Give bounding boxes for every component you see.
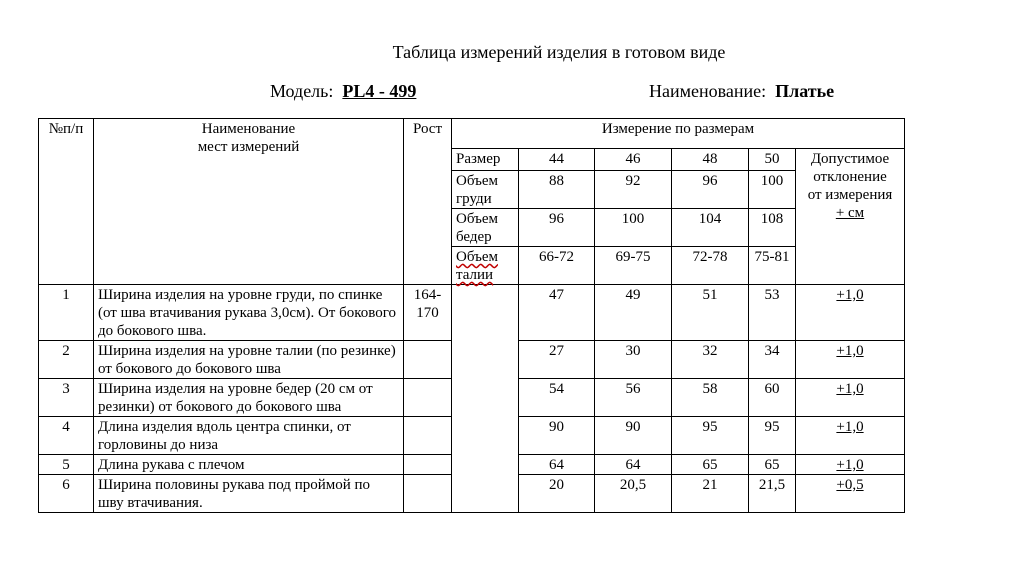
hips-44: 96: [519, 209, 595, 247]
size-50: 50: [749, 149, 796, 171]
row-3-v50: 60: [749, 379, 796, 417]
model-line: [270, 81, 416, 102]
chest-44: 88: [519, 171, 595, 209]
row-3-v44: 54: [519, 379, 595, 417]
model-code: PL4 - 499: [342, 81, 417, 101]
header-sizes: Измерение по размерам: [452, 119, 905, 149]
row-4-v50: 95: [749, 417, 796, 455]
row-5-v46: 64: [595, 455, 672, 475]
row-5-num: 5: [39, 455, 94, 475]
row-3-v46: 56: [595, 379, 672, 417]
row-3-height: [404, 379, 452, 417]
row-2-tolerance: +1,0: [796, 341, 905, 379]
row-2-v46: 30: [595, 341, 672, 379]
row-2-v48: 32: [672, 341, 749, 379]
header-num: №п/п: [39, 119, 94, 285]
row-4-height: [404, 417, 452, 455]
waist-46: 69-75: [595, 247, 672, 285]
model-label: Модель:: [270, 81, 334, 101]
row-6-v50: 21,5: [749, 475, 796, 513]
row-6-v44: 20: [519, 475, 595, 513]
row-2-height: [404, 341, 452, 379]
row-1-v46: 49: [595, 285, 672, 341]
row-5-height: [404, 455, 452, 475]
waist-50: 75-81: [749, 247, 796, 285]
waist-label: Объем талии: [452, 247, 519, 285]
chest-50: 100: [749, 171, 796, 209]
row-blank-cell: [452, 285, 519, 513]
row-1-tolerance: +1,0: [796, 285, 905, 341]
product-name-label: Наименование:: [649, 81, 767, 101]
row-3-name: Ширина изделия на уровне бедер (20 см от резинки) от бокового до бокового шва: [94, 379, 404, 417]
row-1-v50: 53: [749, 285, 796, 341]
product-name-value: Платье: [775, 81, 835, 101]
document-title: Таблица измерений изделия в готовом виде: [392, 42, 726, 62]
row-2-name: Ширина изделия на уровне талии (по резинке) от бокового до бокового шва: [94, 341, 404, 379]
row-3-num: 3: [39, 379, 94, 417]
row-4-v44: 90: [519, 417, 595, 455]
row-3-v48: 58: [672, 379, 749, 417]
hips-50: 108: [749, 209, 796, 247]
row-5-tolerance: +1,0: [796, 455, 905, 475]
row-4-num: 4: [39, 417, 94, 455]
row-3-tolerance: +1,0: [796, 379, 905, 417]
waist-48: 72-78: [672, 247, 749, 285]
header-height: Рост: [404, 119, 452, 285]
row-2-v44: 27: [519, 341, 595, 379]
row-1-name: Ширина изделия на уровне груди, по спинке (от шва втачивания рукава 3,0см). От бокового до бокового шва.: [94, 285, 404, 341]
waist-44: 66-72: [519, 247, 595, 285]
row-5-v48: 65: [672, 455, 749, 475]
size-label: Размер: [452, 149, 519, 171]
row-6-v46: 20,5: [595, 475, 672, 513]
row-1-num: 1: [39, 285, 94, 341]
row-1-v44: 47: [519, 285, 595, 341]
row-6-tolerance: +0,5: [796, 475, 905, 513]
hips-46: 100: [595, 209, 672, 247]
row-2-v50: 34: [749, 341, 796, 379]
row-5-v44: 64: [519, 455, 595, 475]
row-4-v48: 95: [672, 417, 749, 455]
chest-48: 96: [672, 171, 749, 209]
row-1-height: 164- 170: [404, 285, 452, 341]
row-5-name: Длина рукава с плечом: [94, 455, 404, 475]
row-4-v46: 90: [595, 417, 672, 455]
chest-46: 92: [595, 171, 672, 209]
row-6-v48: 21: [672, 475, 749, 513]
product-name-line: [649, 81, 834, 102]
header-tolerance: Допустимое отклонение от измерения + см: [796, 149, 905, 285]
size-44: 44: [519, 149, 595, 171]
size-48: 48: [672, 149, 749, 171]
row-5-v50: 65: [749, 455, 796, 475]
header-name: Наименование мест измерений: [94, 119, 404, 285]
hips-label: Объем бедер: [452, 209, 519, 247]
size-46: 46: [595, 149, 672, 171]
row-2-num: 2: [39, 341, 94, 379]
row-1-v48: 51: [672, 285, 749, 341]
row-4-name: Длина изделия вдоль центра спинки, от горловины до низа: [94, 417, 404, 455]
row-6-name: Ширина половины рукава под проймой по шву втачивания.: [94, 475, 404, 513]
row-6-num: 6: [39, 475, 94, 513]
hips-48: 104: [672, 209, 749, 247]
chest-label: Объем груди: [452, 171, 519, 209]
row-4-tolerance: +1,0: [796, 417, 905, 455]
measurement-table: [38, 118, 905, 513]
row-6-height: [404, 475, 452, 513]
